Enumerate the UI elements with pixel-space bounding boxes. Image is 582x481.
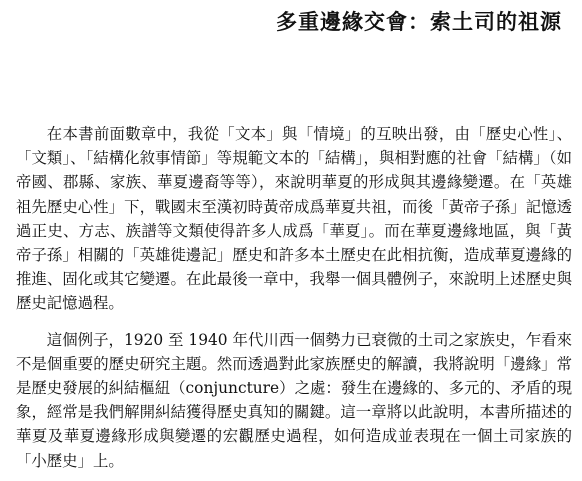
chapter-title: 多重邊緣交會：索土司的祖源 [276, 9, 562, 34]
body-paragraph-2: 這個例子，1920 至 1940 年代川西一個勢力已衰微的土司之家族史，乍看來不是個重要的歷史研究主題。然而透過對此家族歷史的解讀，我將說明「邊緣」常是歷史發展的糾結樞紐（conjuncture）之處：發生在邊緣的、多元的、矛盾的現象，經常是我們解開糾結獲得歷史真知的關鍵。這一章將以此說明，本書所描述的華夏及華夏邊緣形成與變遷的宏觀歷史過程，如何造成並表現在一個土司家族的「小歷史」上。 [16, 330, 572, 470]
chapter-body [16, 122, 572, 473]
body-paragraph-1: 在本書前面數章中，我從「文本」與「情境」的互映出發，由「歷史心性」、「文類」、「結構化敘事情節」等規範文本的「結構」，與相對應的社會「結構」（如帝國、郡縣、家族、華夏邊裔等等），來說明華夏的形成與其邊緣變遷。在「英雄祖先歷史心性」下，戰國末至漢初時黃帝成爲華夏共祖，而後「黃帝子孫」記憶透過正史、方志、族譜等文類使得許多人成爲「華夏」。而在華夏邊緣地區，與「黃帝子孫」相關的「英雄徙邊記」歷史和許多本土歷史在此相抗衡，造成華夏邊緣的推進、固化或其它變遷。在此最後一章中，我舉一個具體例子，來說明上述歷史與歷史記憶過程。 [16, 125, 572, 313]
